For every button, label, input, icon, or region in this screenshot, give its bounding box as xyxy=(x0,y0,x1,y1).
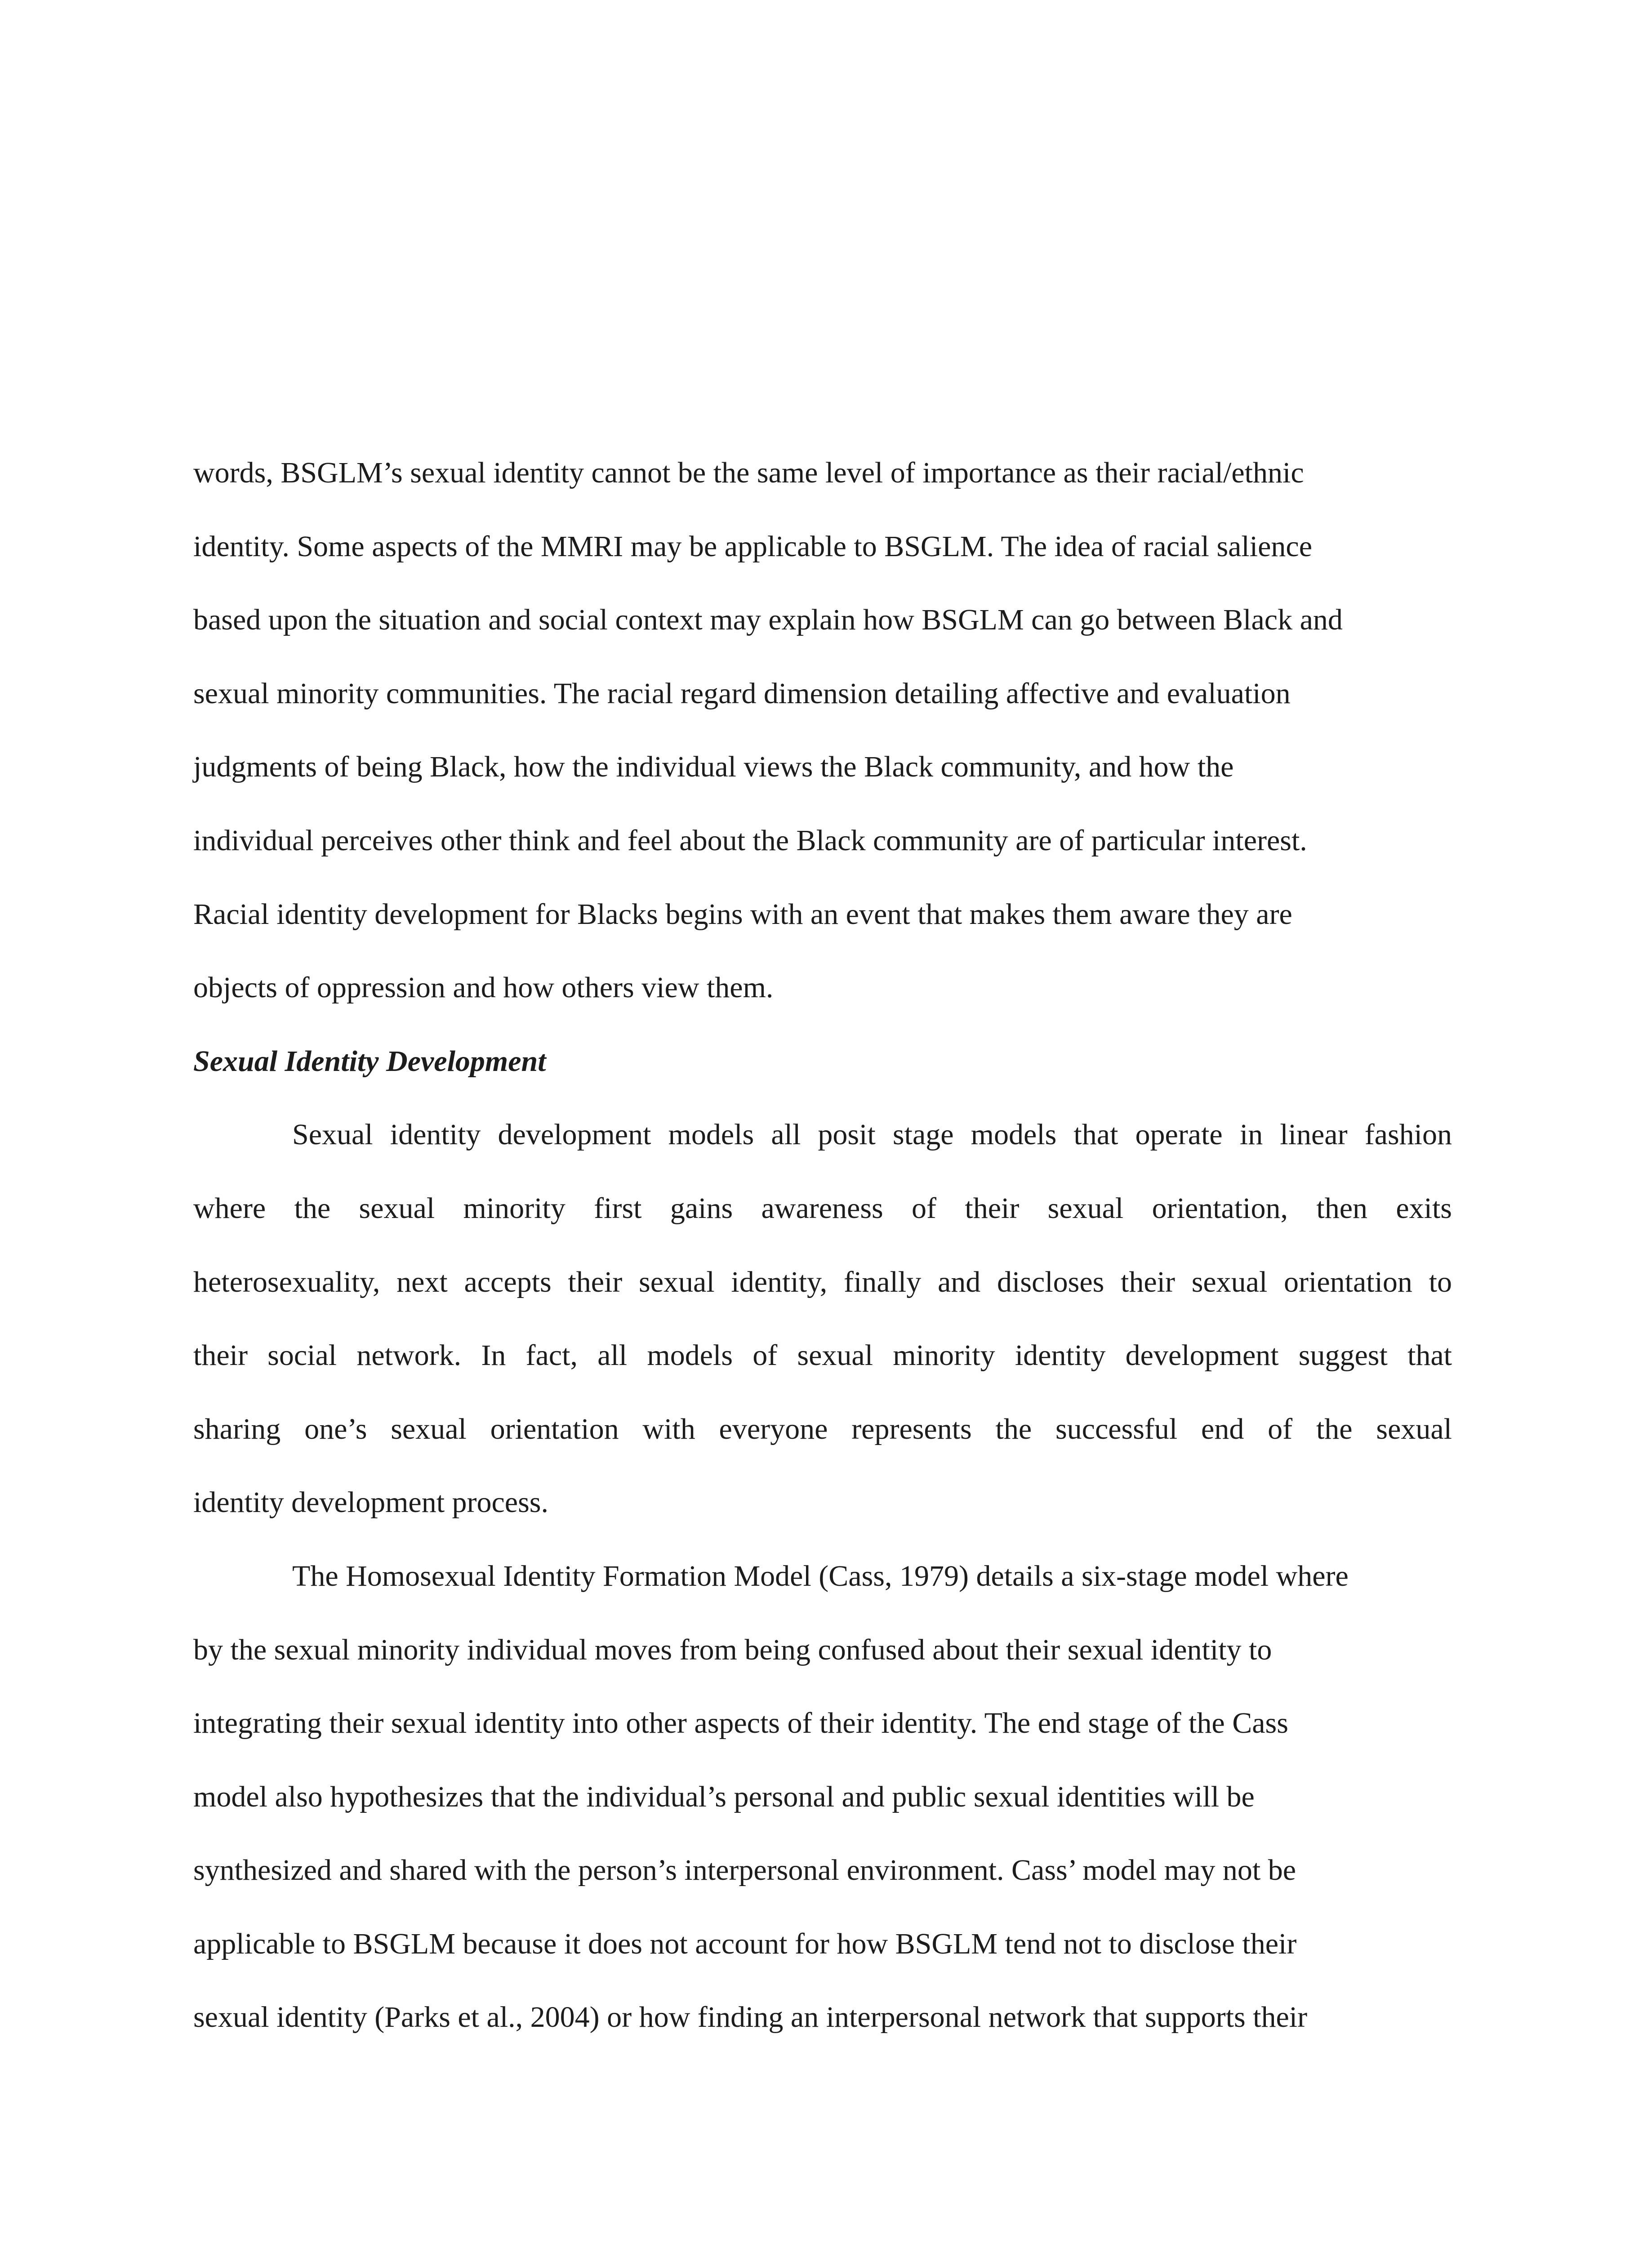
text-line: model also hypothesizes that the individual’s personal and public sexual identities will be xyxy=(193,1780,1255,1813)
text-line: applicable to BSGLM because it does not account for how BSGLM tend not to disclose their xyxy=(193,1927,1297,1960)
section-heading: Sexual Identity Development xyxy=(193,1044,546,1078)
paragraph-sexual-identity-models xyxy=(193,1098,1452,1539)
text-line: based upon the situation and social context may explain how BSGLM can go between Black and xyxy=(193,603,1343,637)
text-line: sharing one’s sexual orientation with everyone represents the successful end of the sexual xyxy=(193,1412,1452,1445)
text-line: objects of oppression and how others view them. xyxy=(193,971,774,1004)
text-line: integrating their sexual identity into other aspects of their identity. The end stage of the Cass xyxy=(193,1707,1288,1740)
text-line: where the sexual minority first gains awareness of their sexual orientation, then exits xyxy=(193,1191,1452,1225)
text-line: identity development process. xyxy=(193,1486,548,1519)
text-line: by the sexual minority individual moves from being confused about their sexual identity to xyxy=(193,1633,1272,1666)
paragraph-cass-model xyxy=(193,1539,1452,2054)
text-line: individual perceives other think and feel about the Black community are of particular interest. xyxy=(193,824,1307,857)
text-line: words, BSGLM’s sexual identity cannot be the same level of importance as their racial/ethnic xyxy=(193,456,1304,489)
text-line: Sexual identity development models all posit stage models that operate in linear fashion xyxy=(292,1118,1452,1151)
body-text xyxy=(193,436,1452,2054)
text-line: Racial identity development for Blacks begins with an event that makes them aware they are xyxy=(193,897,1292,931)
text-line: judgments of being Black, how the individual views the Black community, and how the xyxy=(193,750,1234,784)
text-line: identity. Some aspects of the MMRI may be applicable to BSGLM. The idea of racial salience xyxy=(193,530,1312,563)
text-line: The Homosexual Identity Formation Model (Cass, 1979) details a six-stage model where xyxy=(292,1559,1349,1592)
text-line: heterosexuality, next accepts their sexual identity, finally and discloses their sexual orientation to xyxy=(193,1265,1452,1298)
text-line: sexual minority communities. The racial regard dimension detailing affective and evaluation xyxy=(193,677,1291,710)
text-line: synthesized and shared with the person’s interpersonal environment. Cass’ model may not be xyxy=(193,1854,1296,1887)
paragraph-racial-identity xyxy=(193,436,1452,1025)
text-line: sexual identity (Parks et al., 2004) or how finding an interpersonal network that supports their xyxy=(193,2001,1308,2034)
text-line: their social network. In fact, all models of sexual minority identity development suggest that xyxy=(193,1339,1452,1372)
